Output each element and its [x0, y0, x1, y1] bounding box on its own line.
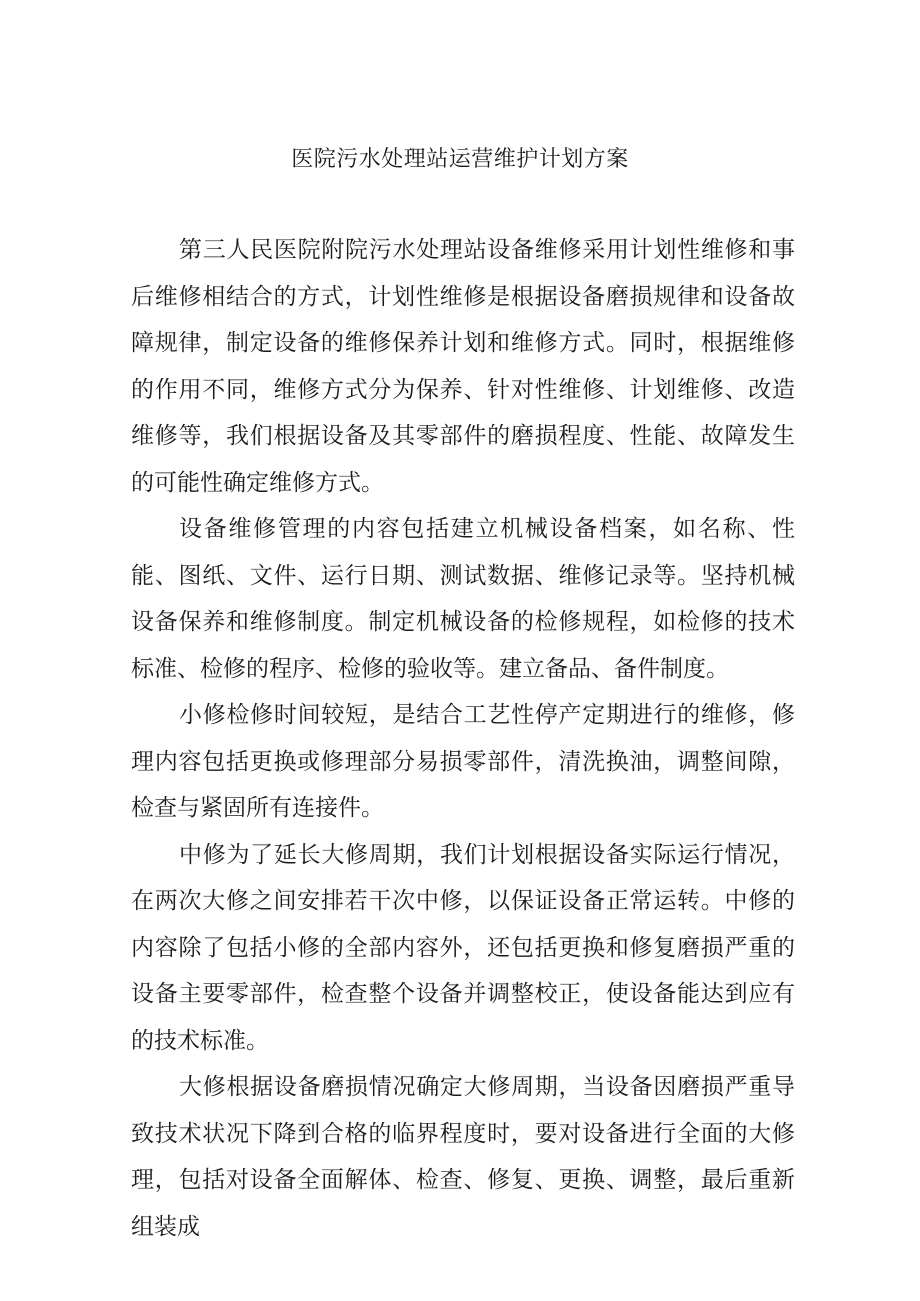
document-body — [131, 227, 795, 1250]
paragraph-major-repair: 大修根据设备磨损情况确定大修周期，当设备因磨损严重导致技术状况下降到合格的临界程度时，要对设备进行全面的大修理，包括对设备全面解体、检查、修复、更换、调整，最后重新组装成 — [131, 1074, 795, 1240]
paragraph-maintenance-management: 设备维修管理的内容包括建立机械设备档案，如名称、性能、图纸、文件、运行日期、测试数据、维修记录等。坚持机械设备保养和维修制度。制定机械设备的检修规程，如检修的技术标准、检修的程序、检修的验收等。建立备品、备件制度。 — [131, 516, 795, 682]
document-title: 医院污水处理站运营维护计划方案 — [291, 147, 629, 172]
paragraph-maintenance-approach: 第三人民医院附院污水处理站设备维修采用计划性维修和事后维修相结合的方式，计划性维修是根据设备磨损规律和设备故障规律，制定设备的维修保养计划和维修方式。同时，根据维修的作用不同，维修方式分为保养、针对性维修、计划维修、改造维修等，我们根据设备及其零部件的磨损程度、性能、故障发生的可能性确定维修方式。 — [131, 237, 795, 496]
paragraph-minor-repair: 小修检修时间较短，是结合工艺性停产定期进行的维修，修理内容包括更换或修理部分易损零部件，清洗换油，调整间隙，检查与紧固所有连接件。 — [131, 702, 795, 821]
paragraph-medium-repair: 中修为了延长大修周期，我们计划根据设备实际运行情况，在两次大修之间安排若干次中修，以保证设备正常运转。中修的内容除了包括小修的全部内容外，还包括更换和修复磨损严重的设备主要零部件，检查整个设备并调整校正，使设备能达到应有的技术标准。 — [131, 841, 795, 1054]
